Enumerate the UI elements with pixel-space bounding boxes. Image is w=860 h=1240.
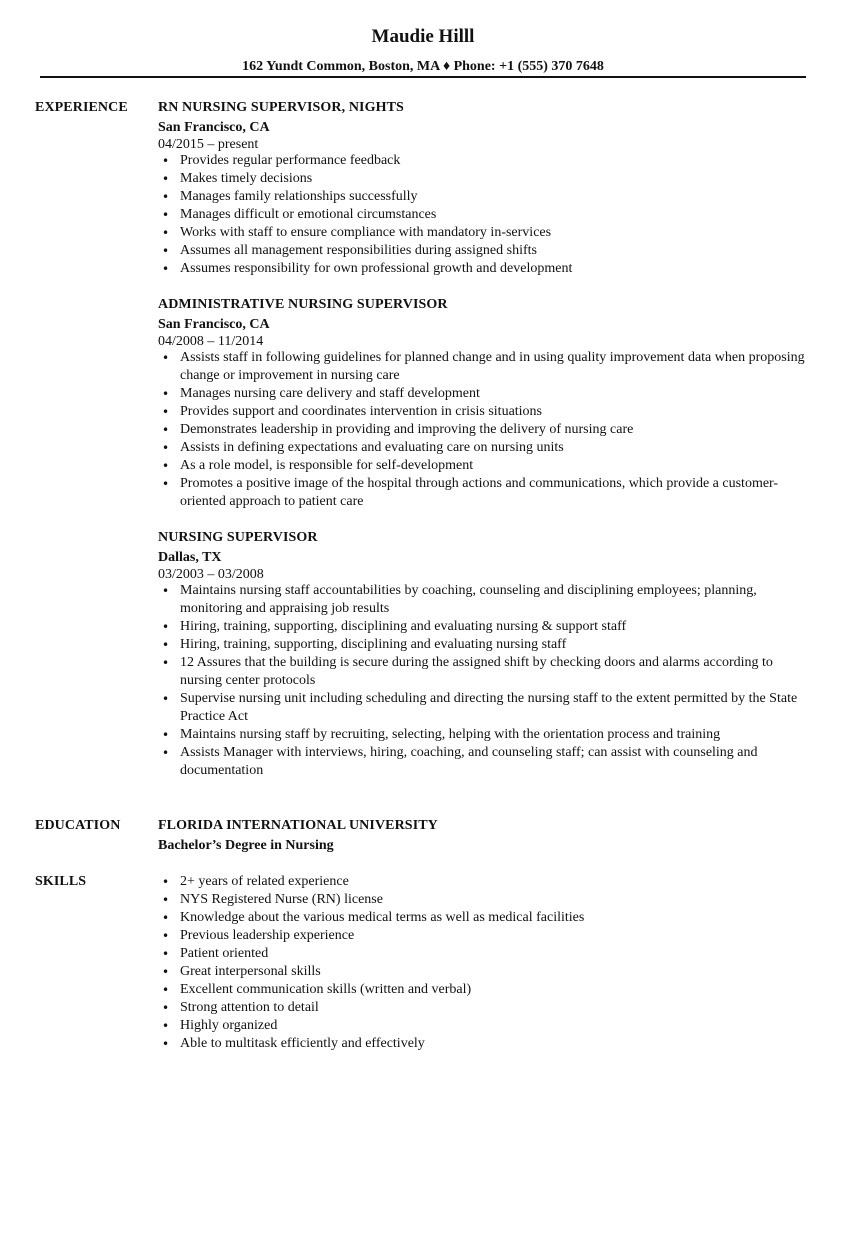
contact-line: 162 Yundt Common, Boston, MA ♦ Phone: +1 (555) 370 7648 (242, 59, 604, 74)
list-item: • Hiring, training, supporting, disciplining and evaluating nursing & support staff (158, 618, 810, 636)
section-label-experience: EXPERIENCE (35, 100, 128, 115)
list-item: • Assists staff in following guidelines for planned change and in using quality improvement data when proposing change or improvement in nursing care (158, 349, 810, 385)
job-entry (158, 296, 818, 511)
list-item: • Maintains nursing staff by recruiting, selecting, helping with the orientation process and training (158, 726, 810, 744)
job-dates: 04/2008 – 11/2014 (158, 334, 264, 349)
job-duties (158, 152, 818, 278)
list-item: • NYS Registered Nurse (RN) license (158, 891, 810, 909)
job-duties (158, 349, 818, 511)
degree-name: Bachelor’s Degree in Nursing (158, 838, 334, 853)
list-item: • Makes timely decisions (158, 170, 810, 188)
job-dates: 04/2015 – present (158, 137, 259, 152)
section-label-skills: SKILLS (35, 874, 87, 889)
job-dates: 03/2003 – 03/2008 (158, 567, 264, 582)
list-item: • Strong attention to detail (158, 999, 810, 1017)
list-item: • Assists Manager with interviews, hiring, coaching, and counseling staff; can assist with counseling and documentation (158, 744, 810, 780)
list-item: • Manages nursing care delivery and staff development (158, 385, 810, 403)
list-item: • Patient oriented (158, 945, 810, 963)
list-item: • Great interpersonal skills (158, 963, 810, 981)
list-item: • Demonstrates leadership in providing and improving the delivery of nursing care (158, 421, 810, 439)
list-item: • Provides regular performance feedback (158, 152, 810, 170)
list-item: • Knowledge about the various medical terms as well as medical facilities (158, 909, 810, 927)
list-item: • Assists in defining expectations and evaluating care on nursing units (158, 439, 810, 457)
list-item: • Previous leadership experience (158, 927, 810, 945)
job-location: Dallas, TX (158, 550, 222, 565)
job-duties (158, 582, 818, 780)
list-item: • Provides support and coordinates intervention in crisis situations (158, 403, 810, 421)
list-item: • Works with staff to ensure compliance with mandatory in-services (158, 224, 810, 242)
list-item: • 12 Assures that the building is secure during the assigned shift by checking doors and alarms according to nursing center protocols (158, 654, 810, 690)
job-title: RN NURSING SUPERVISOR, NIGHTS (158, 100, 404, 115)
list-item: • Promotes a positive image of the hospital through actions and communications, which provide a customer-oriented approach to patient care (158, 475, 810, 511)
list-item: • Supervise nursing unit including scheduling and directing the nursing staff to the extent permitted by the State Practice Act (158, 690, 810, 726)
job-title: ADMINISTRATIVE NURSING SUPERVISOR (158, 297, 448, 312)
list-item: • Highly organized (158, 1017, 810, 1035)
job-entry (158, 529, 818, 780)
list-item: • Able to multitask efficiently and effectively (158, 1035, 810, 1053)
job-entry (158, 99, 818, 278)
skills-body (158, 873, 818, 1053)
list-item: • Excellent communication skills (written and verbal) (158, 981, 810, 999)
education-body (158, 817, 818, 855)
list-item: • As a role model, is responsible for self-development (158, 457, 810, 475)
school-name: FLORIDA INTERNATIONAL UNIVERSITY (158, 818, 438, 833)
list-item: • 2+ years of related experience (158, 873, 810, 891)
skills-list (158, 873, 818, 1053)
job-title: NURSING SUPERVISOR (158, 530, 318, 545)
job-location: San Francisco, CA (158, 317, 270, 332)
section-label-education: EDUCATION (35, 818, 121, 833)
resume-header (0, 26, 860, 76)
list-item: • Manages family relationships successfully (158, 188, 810, 206)
candidate-name: Maudie Hilll (371, 26, 475, 47)
header-divider (40, 76, 806, 78)
experience-body (158, 99, 818, 798)
list-item: • Maintains nursing staff accountabilities by coaching, counseling and disciplining employees; planning, monitoring and appraising job results (158, 582, 810, 618)
list-item: • Assumes all management responsibilities during assigned shifts (158, 242, 810, 260)
job-location: San Francisco, CA (158, 120, 270, 135)
list-item: • Manages difficult or emotional circumstances (158, 206, 810, 224)
list-item: • Assumes responsibility for own professional growth and development (158, 260, 810, 278)
list-item: • Hiring, training, supporting, disciplining and evaluating nursing staff (158, 636, 810, 654)
